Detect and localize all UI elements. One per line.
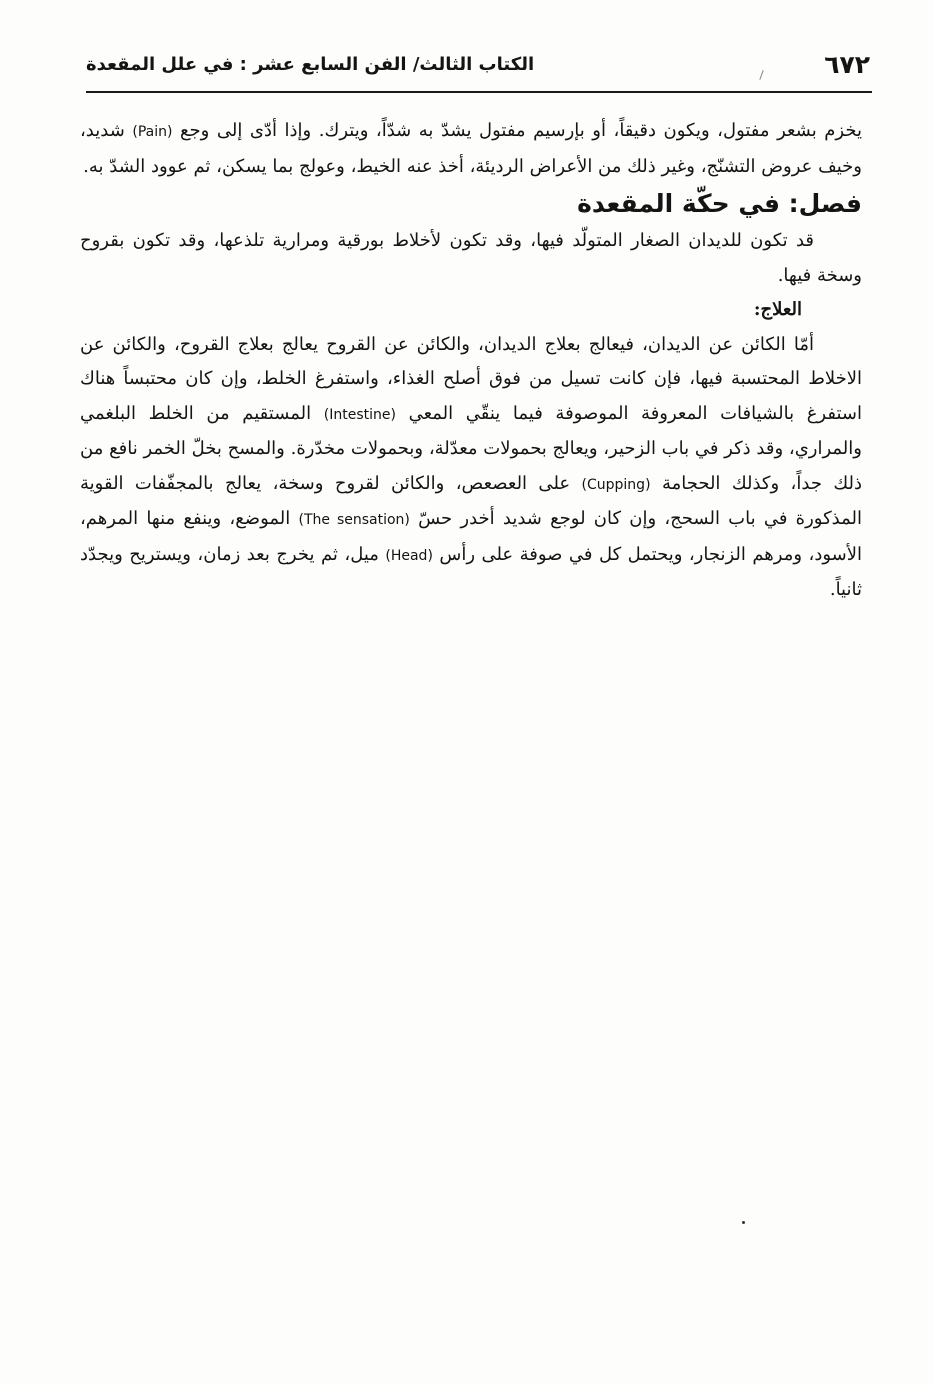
treatment-heading: العلاج: — [753, 299, 802, 320]
paragraph-text: أمّا الكائن عن الديدان، فيعالج بعلاج الديدان، والكائن عن القروح يعالج بعلاج القروح، والكائن عن الاخلاط المحتسبة فيها، فإن كانت تسيل من فوق أصلح الغذاء، واستفرغ الخلط، وإن كان محتبساً هناك استفرغ بالشيافات المعروفة الموصوفة فيما ينقّي المعي — [80, 333, 862, 424]
scan-speck — [742, 1221, 745, 1224]
paragraph-text: المستقيم من الخلط البلغمي والمراري، وقد ذكر في باب الزحير، ويعالج بحمولات معدّلة، وبحمولات مخدّرة. والمسح بخلّ الخمر نافع من ذلك جداً، وكذلك الحجامة — [80, 402, 862, 494]
paragraph-text: الموضع، وينفع منها المرهم، الأسود، ومرهم الزنجار، ويحتمل كل في صوفة على رأس — [80, 508, 862, 565]
latin-term-pain: (Pain) — [132, 124, 173, 140]
latin-term-sensation: (The sensation) — [298, 512, 410, 528]
latin-term-head: (Head) — [385, 547, 433, 564]
paragraph-continuation — [80, 114, 862, 184]
paragraph-text: شديد، وخيف عروض التشنّج، وغير ذلك من الأعراض الرديئة، أخذ عنه الخيط، وعولج بما يسكن، ثم عوود الشدّ به. — [80, 120, 862, 177]
header-rule — [86, 91, 872, 93]
body-text — [80, 114, 862, 608]
paragraph-text: ميل، ثم يخرج بعد زمان، ويستريح ويجدّد ثانياً. — [80, 543, 862, 600]
running-head — [86, 44, 870, 88]
paragraph-text: يخزم بشعر مفتول، ويكون دقيقاً، أو بإرسيم مفتول يشدّ به شدّاً، ويترك. وإذا أدّى إلى وجع — [179, 120, 862, 141]
paragraph-text: على العصعص، والكائن لقروح وسخة، يعالج بالمجفّفات القوية المذكورة في باب السحج، وإن كان لوجع شديد أخدر حسّ — [80, 472, 862, 529]
running-title: الكتاب الثالث/ الفن السابع عشر : في علل المقعدة — [86, 54, 535, 75]
section-intro: قد تكون للديدان الصغار المتولّد فيها، وقد تكون لأخلاط بورقية ومرارية تلذعها، وقد تكون بقروح وسخة فيها. — [80, 230, 862, 286]
section-heading: فصل: في حكّة المقعدة — [577, 189, 862, 218]
treatment-paragraph — [80, 328, 862, 608]
latin-term-intestine: (Intestine) — [323, 406, 396, 423]
page-number: ٦٧٢ — [824, 50, 870, 79]
latin-term-cupping: (Cupping) — [581, 476, 651, 493]
